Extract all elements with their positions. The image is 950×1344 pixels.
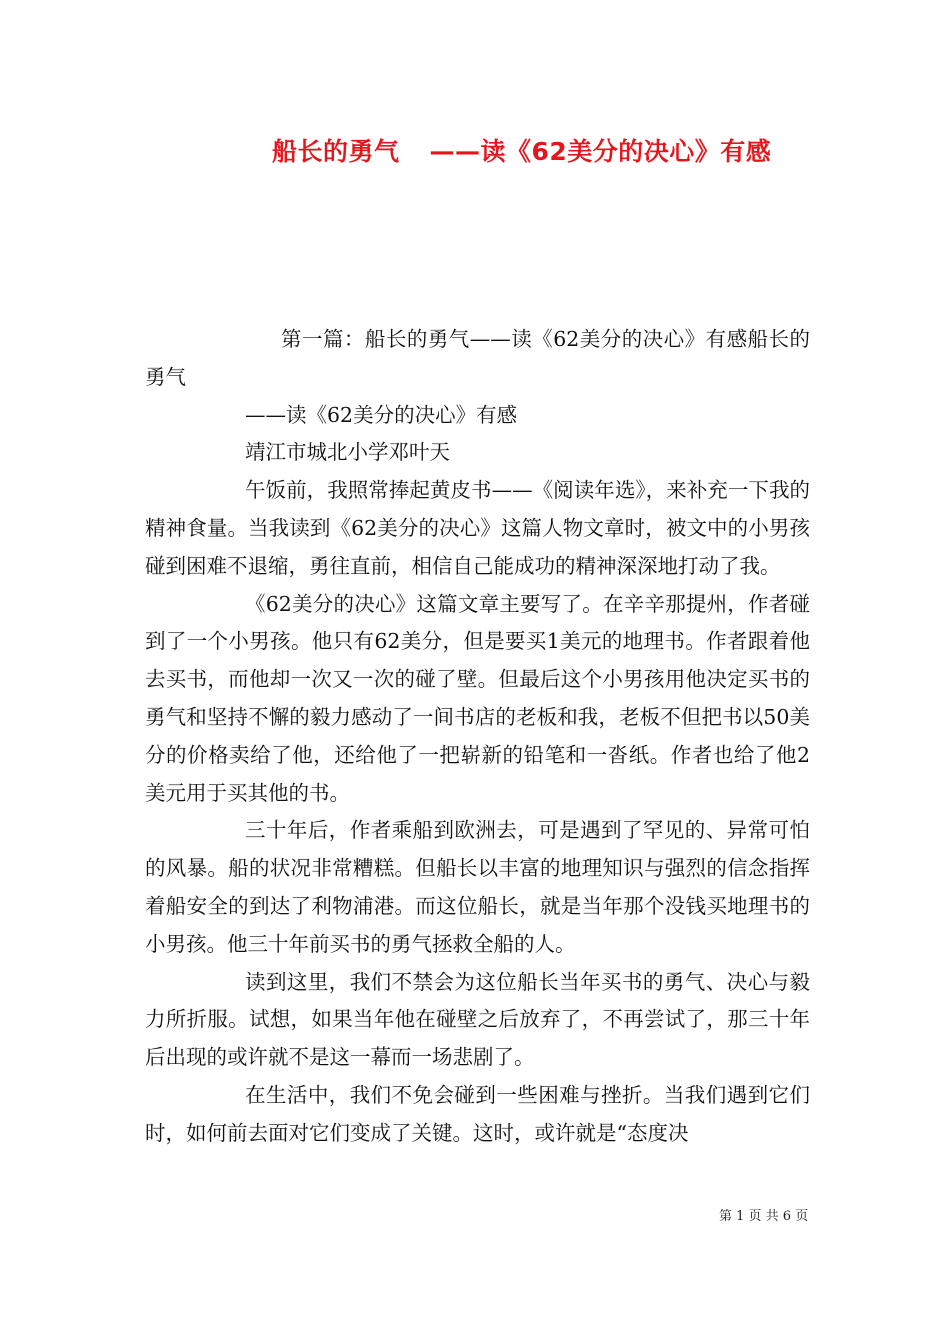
paragraph: 在生活中，我们不免会碰到一些困难与挫折。当我们遇到它们时，如何前去面对它们变成了关键。这时，或许就是“态度决: [145, 1082, 810, 1145]
page-number-footer: 第 1 页 共 6 页: [719, 1209, 809, 1224]
paragraph-subtitle: ——读《62美分的决心》有感: [245, 402, 518, 427]
title-main: 船长的勇气: [272, 137, 400, 166]
paragraph-heading: 第一篇：船长的勇气——读《62美分的决心》有感船长的勇气: [145, 327, 810, 389]
page-title: [272, 132, 771, 168]
paragraph: 午饭前，我照常捧起黄皮书——《阅读年选》，来补充一下我的精神食量。当我读到《62美分的决心》这篇人物文章时，被文中的小男孩碰到困难不退缩，勇往直前，相信自己能成功的精神深深地打动了我。: [145, 478, 810, 578]
title-subtitle: ——读《62美分的决心》有感: [429, 137, 772, 166]
paragraph: 三十年后，作者乘船到欧洲去，可是遇到了罕见的、异常可怕的风暴。船的状况非常糟糕。但船长以丰富的地理知识与强烈的信念指挥着船安全的到达了利物浦港。而这位船长，就是当年那个没钱买地理书的小男孩。他三十年前买书的勇气拯救全船的人。: [145, 818, 810, 956]
document-body: [145, 321, 810, 1153]
paragraph-author: 靖江市城北小学邓叶天: [245, 440, 450, 465]
paragraph: 《62美分的决心》这篇文章主要写了。在辛辛那提州，作者碰到了一个小男孩。他只有62美分，但是要买1美元的地理书。作者跟着他去买书，而他却一次又一次的碰了壁。但最后这个小男孩用他决定买书的勇气和坚持不懈的毅力感动了一间书店的老板和我，老板不但把书以50美分的价格卖给了他，还给他了一把崭新的铅笔和一沓纸。作者也给了他2美元用于买其他的书。: [145, 591, 810, 805]
paragraph: 读到这里，我们不禁会为这位船长当年买书的勇气、决心与毅力所折服。试想，如果当年他在碰壁之后放弃了，不再尝试了，那三十年后出现的或许就不是这一幕而一场悲剧了。: [145, 969, 810, 1070]
